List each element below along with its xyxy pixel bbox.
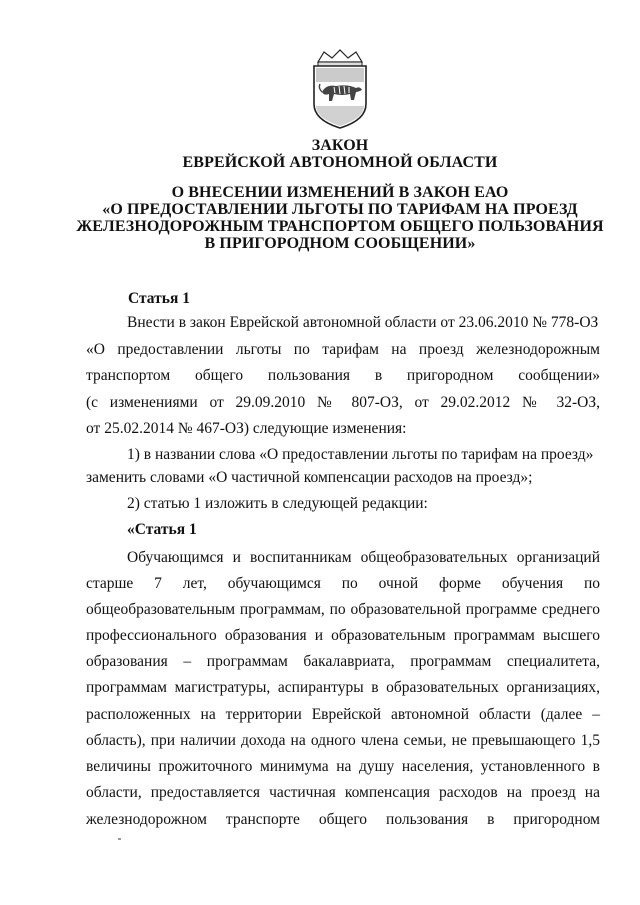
paragraph-line: Обучающимся и воспитанникам общеобразовательных организаций (127, 549, 600, 566)
paragraph-line: железнодорожном транспорте общего пользования в пригородном (86, 811, 600, 828)
quoted-article-heading: «Статья 1 (127, 521, 197, 538)
paragraph-line: старше 7 лет, обучающимся по очной форме обучения по (86, 575, 600, 592)
article-heading: Статья 1 (128, 290, 190, 307)
law-title-line: «О ПРЕДОСТАВЛЕНИИ ЛЬГОТЫ ПО ТАРИФАМ НА ПРОЕЗД (102, 201, 578, 218)
paragraph-line: (с изменениями от 29.09.2010 № 807-ОЗ, от 29.02.2012 № 32-ОЗ, (86, 394, 600, 411)
region-name: ЕВРЕЙСКОЙ АВТОНОМНОЙ ОБЛАСТИ (182, 154, 498, 171)
paragraph-line: программам магистратуры, аспирантуры в образовательных организациях, (86, 679, 600, 696)
law-label: ЗАКОН (311, 137, 369, 154)
coat-of-arms-icon (304, 48, 376, 130)
paragraph-line: величины прожиточного минимума на душу населения, установленного в (86, 758, 600, 775)
paragraph-line: профессионального образования и образовательным программам высшего (86, 627, 600, 644)
paragraph-line: «О предоставлении льготы по тарифам на проезд железнодорожным (86, 341, 600, 358)
paragraph-line: транспортом общего пользования в пригородном сообщении» (86, 367, 600, 384)
paragraph-line: общеобразовательным программам, по образовательной программе среднего (86, 601, 600, 618)
paragraph-line: заменить словами «О частичной компенсации расходов на проезд»; (86, 469, 533, 486)
paragraph-line: образования – программам бакалавриата, программам специалитета, (86, 653, 600, 670)
paragraph-line: Внести в закон Еврейской автономной области от 23.06.2010 № 778-ОЗ (127, 314, 599, 331)
scan-mark (118, 838, 121, 840)
paragraph-line: 2) статью 1 изложить в следующей редакции: (127, 495, 428, 512)
paragraph-line: расположенных на территории Еврейской автономной области (далее – (86, 706, 600, 723)
law-title-line: О ВНЕСЕНИИ ИЗМЕНЕНИЙ В ЗАКОН ЕАО (171, 184, 509, 201)
law-title (60, 184, 620, 252)
law-title-line: ЖЕЛЕЗНОДОРОЖНЫМ ТРАНСПОРТОМ ОБЩЕГО ПОЛЬЗОВАНИЯ (76, 218, 604, 235)
paragraph-line: от 25.02.2014 № 467-ОЗ) следующие изменения: (86, 420, 407, 437)
law-title-line: В ПРИГОРОДНОМ СООБЩЕНИИ» (204, 235, 476, 252)
paragraph-line: область), при наличии дохода на одного члена семьи, не превышающего 1,5 (86, 732, 600, 749)
paragraph-line: области, предоставляется частичная компенсация расходов на проезд на (86, 784, 600, 801)
paragraph-line: 1) в названии слова «О предоставлении льготы по тарифам на проезд» (127, 446, 594, 463)
